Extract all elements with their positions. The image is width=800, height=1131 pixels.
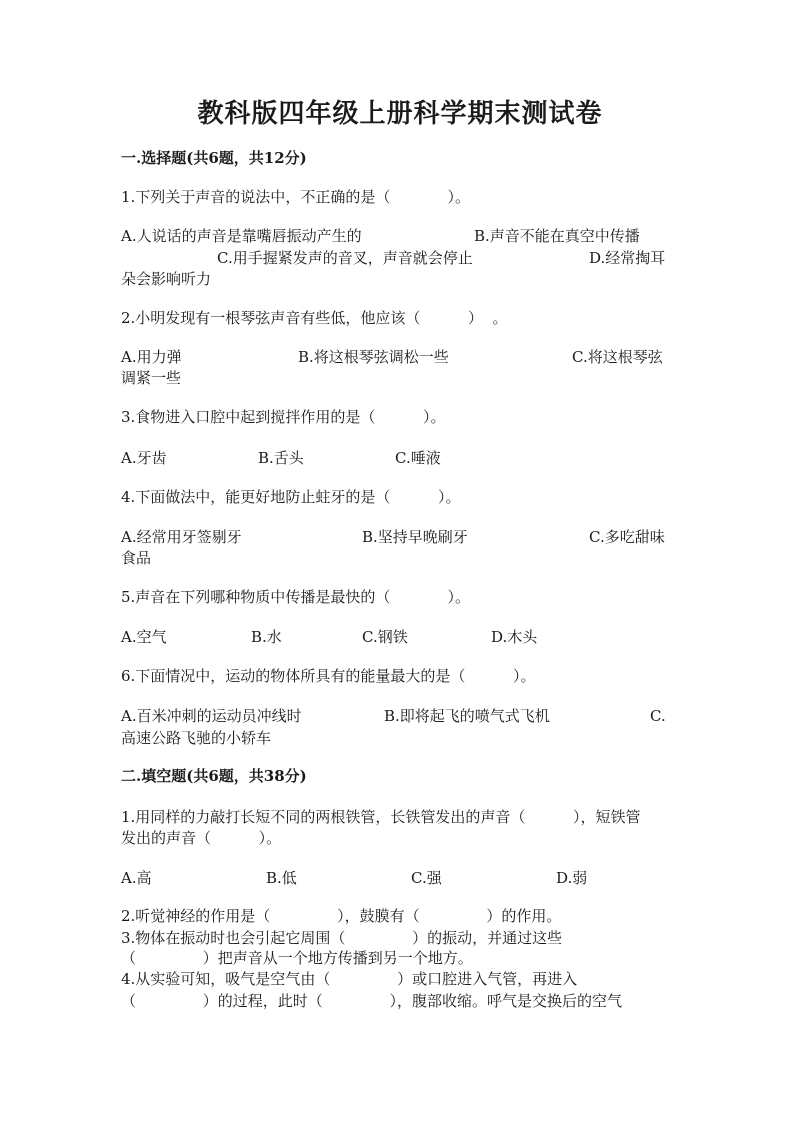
option-c: C.用手握紧发声的音叉，声音就会停止	[217, 249, 473, 267]
section-heading-fill: 二.填空题(共6题，共38分)	[121, 767, 307, 785]
option-a: A.百米冲刺的运动员冲线时	[121, 707, 302, 725]
option-b: B.水	[251, 628, 282, 646]
option-b: B.低	[266, 869, 297, 887]
question-stem: 5.声音在下列哪种物质中传播是最快的（ ）。	[121, 588, 471, 606]
option-c: C.唾液	[395, 449, 441, 467]
option-a: A.用力弹	[121, 348, 182, 366]
option-b: B.即将起飞的喷气式飞机	[384, 707, 550, 725]
option-b: B.坚持早晚刷牙	[362, 528, 468, 546]
question-stem: 3.食物进入口腔中起到搅拌作用的是（ ）。	[121, 408, 446, 426]
option-a: A.空气	[121, 628, 167, 646]
question-stem: 2.小明发现有一根琴弦声音有些低，他应该（ ） 。	[121, 309, 508, 327]
option-wrap: 高速公路飞驰的小轿车	[121, 729, 272, 747]
question-line: （ ）把声音从一个地方传播到另一个地方。	[121, 949, 473, 967]
question-line: 3.物体在振动时也会引起它周围（ ）的振动，并通过这些	[121, 929, 563, 947]
option-c: C.将这根琴弦	[572, 348, 663, 366]
option-a: A.牙齿	[121, 449, 167, 467]
section-heading-choice: 一.选择题(共6题，共12分)	[121, 149, 307, 167]
question-stem: 4.下面做法中，能更好地防止蛀牙的是（ ）。	[121, 488, 461, 506]
option-b: B.舌头	[258, 449, 304, 467]
question-line: 1.用同样的力敲打长短不同的两根铁管，长铁管发出的声音（ ），短铁管	[121, 808, 641, 826]
option-d: D.弱	[556, 869, 588, 887]
option-a: A.经常用牙签剔牙	[121, 528, 242, 546]
option-wrap: 朵会影响听力	[121, 270, 212, 288]
option-d: D.木头	[491, 628, 538, 646]
option-c: C.多吃甜味	[589, 528, 665, 546]
page-title: 教科版四年级上册科学期末测试卷	[197, 99, 603, 129]
option-a: A.高	[121, 869, 152, 887]
option-c: C.	[650, 707, 666, 725]
option-wrap: 调紧一些	[121, 369, 182, 387]
question-line: 2.听觉神经的作用是（ ），鼓膜有（ ）的作用。	[121, 907, 562, 925]
option-a: A.人说话的声音是靠嘴唇振动产生的	[121, 227, 362, 245]
option-b: B.将这根琴弦调松一些	[298, 348, 449, 366]
option-wrap: 食品	[121, 549, 152, 567]
question-line: 发出的声音（ ）。	[121, 829, 282, 847]
option-c: C.强	[411, 869, 442, 887]
option-c: C.钢铁	[362, 628, 408, 646]
option-b: B.声音不能在真空中传播	[474, 227, 640, 245]
question-stem: 6.下面情况中，运动的物体所具有的能量最大的是（ ）。	[121, 667, 536, 685]
question-line: 4.从实验可知，吸气是空气由（ ）或口腔进入气管，再进入	[121, 970, 578, 988]
option-d: D.经常掏耳	[589, 249, 666, 267]
question-stem: 1.下列关于声音的说法中，不正确的是（ ）。	[121, 188, 471, 206]
question-line: （ ）的过程，此时（ ），腹部收缩。呼气是交换后的空气	[121, 992, 623, 1010]
